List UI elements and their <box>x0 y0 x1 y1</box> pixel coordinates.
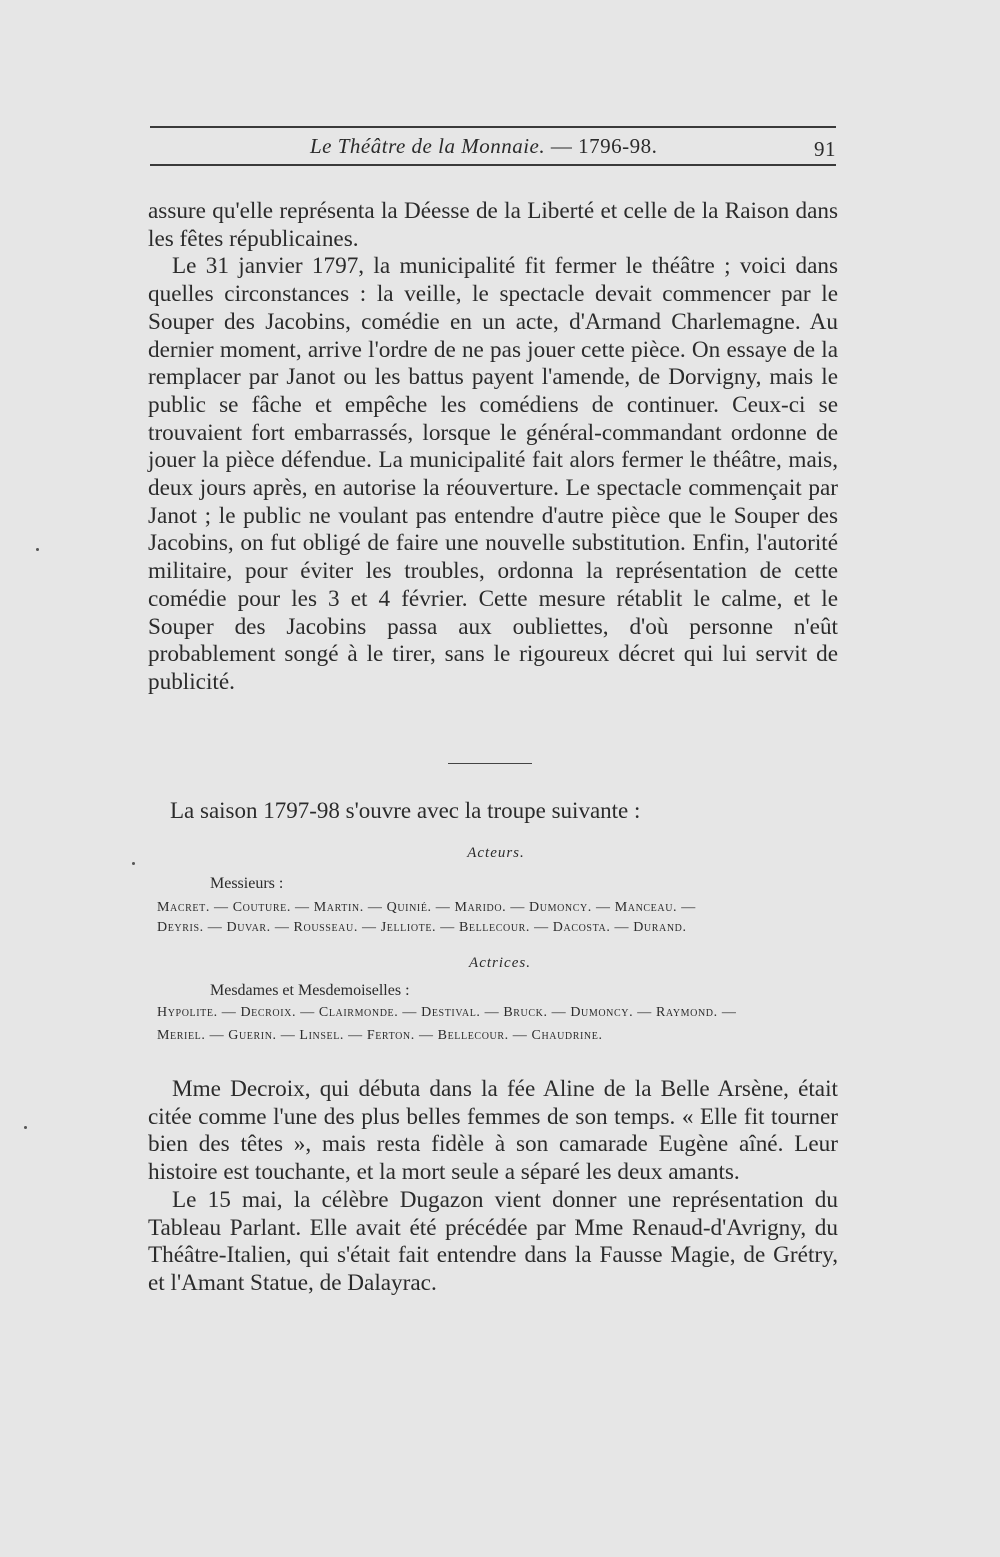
paper-speck <box>36 548 39 551</box>
running-head <box>150 133 836 163</box>
paragraph: Le 15 mai, la célèbre Dugazon vient donner une représentation du Tableau Parlant. Elle avait été précédée par Mme Renaud-d'Avrigny, du Théâtre-Italien, qui s'était fait entendre dans la Fausse Magie, de Grétry, et l'Amant Statue, de Dalayrac. <box>148 1186 838 1296</box>
running-separator: — <box>550 134 573 158</box>
season-intro: La saison 1797-98 s'ouvre avec la troupe suivante : <box>170 798 641 823</box>
actors-heading <box>0 845 1000 862</box>
actors-list-line: Macret. — Couture. — Martin. — Quinié. — Marido. — Dumoncy. — Manceau. — <box>157 900 696 915</box>
header-rule-top <box>150 126 836 128</box>
actresses-list-line: Meriel. — Guerin. — Linsel. — Ferton. — Bellecour. — Chaudrine. <box>157 1028 603 1043</box>
actresses-heading <box>0 955 1000 972</box>
paper-speck <box>132 862 135 865</box>
actresses-list-line: Hypolite. — Decroix. — Clairmonde. — Destival. — Bruck. — Dumoncy. — Raymond. — <box>157 1005 737 1020</box>
body-text-top <box>148 198 838 697</box>
paragraph: Mme Decroix, qui débuta dans la fée Aline de la Belle Arsène, était citée comme l'une des plus belles femmes de son temps. « Elle fit tourner bien des têtes », mais resta fidèle à son camarade Eugène aîné. Leur histoire est touchante, et la mort seule a séparé les deux amants. <box>148 1076 838 1186</box>
actors-list-line: Deyris. — Duvar. — Rousseau. — Jelliote. — Bellecour. — Dacosta. — Durand. <box>157 920 687 935</box>
actresses-heading-text: Actrices. <box>469 955 531 971</box>
section-divider <box>448 763 532 764</box>
running-title-text: Le Théâtre de la Monnaie. <box>310 134 546 158</box>
header-rule-bottom <box>150 164 836 166</box>
body-text-bottom <box>148 1076 838 1298</box>
paragraph: assure qu'elle représenta la Déesse de la Liberté et celle de la Raison dans les fêtes républicaines. <box>148 198 838 252</box>
actors-heading-text: Acteurs. <box>467 845 525 861</box>
paper-speck <box>24 1126 27 1129</box>
messieurs-label: Messieurs : <box>210 875 284 892</box>
page-number: 91 <box>814 137 836 161</box>
mesdames-label: Mesdames et Mesdemoiselles : <box>210 982 410 999</box>
running-title <box>310 134 657 159</box>
running-years: 1796-98. <box>578 134 658 158</box>
paragraph: Le 31 janvier 1797, la municipalité fit fermer le théâtre ; voici dans quelles circonstances : la veille, le spectacle devait commencer par le Souper des Jacobins, comédie en un acte, d'Armand Charlemagne. Au dernier moment, arrive l'ordre de ne pas jouer cette pièce. On essaye de la remplacer par Janot ou les battus payent l'amende, de Dorvigny, mais le public se fâche et empêche les comédiens de continuer. Ceux-ci se trouvaient fort embarrassés, lorsque le général-commandant ordonne de jouer la pièce défendue. La municipalité fait alors fermer le théâtre, mais, deux jours après, en autorise la réouverture. Le spectacle commençait par Janot ; le public ne voulant pas entendre d'autre pièce que le Souper des Jacobins, on fut obligé de faire une nouvelle substitution. Enfin, l'autorité militaire, pour éviter les troubles, ordonna la représentation de cette comédie pour les 3 et 4 février. Cette mesure rétablit le calme, et le Souper des Jacobins passa aux oubliettes, d'où personne n'eût probablement songé à le tirer, sans le rigoureux décret qui lui servit de publicité. <box>148 253 838 695</box>
